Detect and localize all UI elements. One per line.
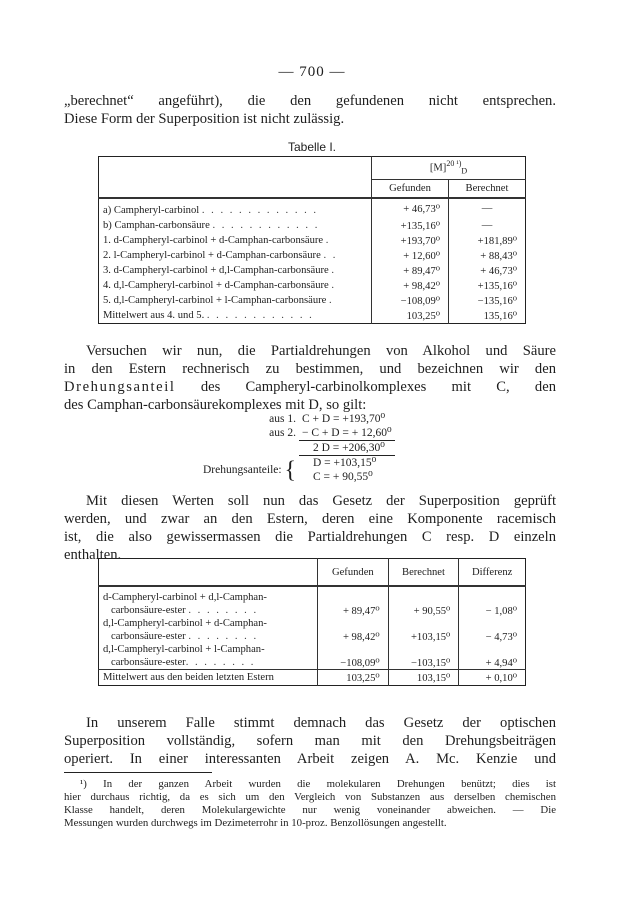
row-found: + 89,47⁰	[318, 586, 389, 617]
row-calc: 135,16⁰	[449, 308, 526, 324]
table1-mol-rotation-header	[372, 157, 526, 180]
para3-line-1: Mit diesen Werten soll nun das Gesetz der Superposition geprüft	[86, 493, 556, 509]
row-label-cont: carbonsäure-ester	[111, 631, 186, 642]
para4-line-2: Superposition vollständig, sofern man mit den Drehungsbeiträgen	[64, 733, 556, 749]
table1-header-m: [M]	[429, 162, 447, 174]
paragraph-4	[64, 714, 556, 768]
footnote-rule	[64, 772, 212, 773]
row-found: +193,70⁰	[372, 233, 449, 248]
row-calc: + 46,73⁰	[449, 263, 526, 278]
row-found: −108,09⁰	[372, 293, 449, 308]
row-calc: +103,15⁰	[388, 617, 459, 643]
calc-anteile	[200, 456, 299, 485]
table2-col-diff: Differenz	[459, 559, 526, 587]
row-diff: − 1,08⁰	[459, 586, 526, 617]
table-row: Mittelwert aus 4. und 5. . . . . . . . . . . . . 103,25⁰ 135,16⁰	[99, 308, 526, 324]
row-found: + 98,42⁰	[318, 617, 389, 643]
table2-header	[99, 559, 526, 587]
row-label: Mittelwert aus den beiden letzten Estern	[99, 670, 318, 686]
paragraph-3	[64, 492, 556, 564]
row-label: a) Campheryl-carbinol	[103, 205, 200, 216]
table-row: 5. d,l-Campheryl-carbinol + l-Camphan-carbonsäure . −108,09⁰ −135,16⁰	[99, 293, 526, 308]
row-calc: +181,89⁰	[449, 233, 526, 248]
table1-header-group	[99, 157, 526, 180]
row-found: 103,25⁰	[372, 308, 449, 324]
row-found: + 46,73⁰	[372, 198, 449, 218]
calc-expr-1: C + D = +193,70⁰	[301, 413, 386, 425]
row-label: b) Camphan-carbonsäure	[103, 220, 210, 231]
paragraph-2	[64, 342, 556, 414]
row-found: + 98,42⁰	[372, 278, 449, 293]
footnote-line-3: Klasse handelt, deren Molekulargewichte nur wenig voneinander abweichen. — Die	[64, 804, 556, 816]
table1-header-cols	[99, 179, 526, 198]
table-row: 3. d-Campheryl-carbinol + d,l-Camphan-carbonsäure . + 89,47⁰ + 46,73⁰	[99, 263, 526, 278]
para2-line-2: in den Estern rechnerisch zu bestimmen, und bezeichnen wir den	[64, 361, 556, 377]
row-calc: −135,16⁰	[449, 293, 526, 308]
row-label: 5. d,l-Campheryl-carbinol + l-Camphan-carbonsäure	[103, 295, 327, 306]
table1-caption: Tabelle I.	[287, 140, 337, 154]
row-found: +135,16⁰	[372, 218, 449, 233]
footnote-line-1: ¹) In der ganzen Arbeit wurden die molekularen Drehungen benützt; dies ist	[80, 778, 556, 790]
row-calc: −103,15⁰	[388, 643, 459, 670]
table2-col-calc: Berechnet	[388, 559, 459, 587]
table-row-mean	[99, 670, 526, 686]
row-label: 3. d-Campheryl-carbinol + d,l-Camphan-carbonsäure	[103, 265, 329, 276]
table-1	[98, 156, 526, 324]
table-row: d-Campheryl-carbinol + d,l-Camphan- carbonsäure-ester . . . . . . . . + 89,47⁰ + 90,55⁰ − 1,08⁰	[99, 586, 526, 617]
row-calc: + 90,55⁰	[388, 586, 459, 617]
calc-anteile-label: Drehungsanteile:	[203, 463, 282, 476]
calc-expr-3: 2 D = +206,30⁰	[299, 441, 395, 456]
row-found: + 12,60⁰	[372, 248, 449, 263]
row-calc: —	[449, 218, 526, 233]
table-row: d,l-Campheryl-carbinol + l-Camphan- carbonsäure-ester. . . . . . . . −108,09⁰ −103,15⁰ + 4,94⁰	[99, 643, 526, 670]
row-label: 1. d-Campheryl-carbinol + d-Camphan-carbonsäure	[103, 235, 324, 246]
intro-line-2: Diese Form der Superposition ist nicht zulässig.	[64, 111, 345, 127]
calc-expr-4: D = +103,15⁰	[312, 457, 377, 469]
page-number: — 700 —	[278, 64, 346, 80]
footnote-line-4: Messungen wurden durchwegs im Dezimeterrohr in 10-proz. Benzollösungen angestellt.	[64, 817, 447, 829]
table-row: 1. d-Campheryl-carbinol + d-Camphan-carbonsäure . +193,70⁰ +181,89⁰	[99, 233, 526, 248]
para2-line-1: Versuchen wir nun, die Partialdrehungen von Alkohol und Säure	[86, 343, 556, 359]
footnote-line-2: hier durchaus richtig, da es sich um den Vergleich von Substanzen aus derselben chemischen	[64, 791, 556, 803]
row-label: d-Campheryl-carbinol + d,l-Camphan-	[103, 592, 267, 603]
table-row: a) Campheryl-carbinol . . . . . . . . . . . . . + 46,73⁰ —	[99, 198, 526, 218]
row-label: d,l-Campheryl-carbinol + l-Camphan-	[103, 644, 265, 655]
calc-label-2: aus 2.	[269, 427, 296, 440]
para2-line-3-rest: des Campheryl-carbinolkomplexes mit C, den	[200, 379, 556, 395]
row-calc: + 88,43⁰	[449, 248, 526, 263]
row-diff: + 0,10⁰	[459, 670, 526, 686]
intro-line-1: „berechnet“ angeführt), die den gefundenen nicht entsprechen.	[64, 93, 556, 109]
row-label-cont: carbonsäure-ester	[111, 657, 186, 668]
row-found: 103,25⁰	[318, 670, 389, 686]
para4-line-1: In unserem Falle stimmt demnach das Gesetz der optischen	[86, 715, 556, 731]
para2-line-3	[64, 378, 556, 396]
para3-line-4: enthalten.	[64, 547, 122, 563]
table1-col-calc: Berechnet	[449, 179, 526, 198]
calc-expr-5: C = + 90,55⁰	[312, 471, 373, 483]
row-calc: —	[449, 198, 526, 218]
table1-header-sub: D	[461, 167, 468, 177]
calc-expr-2: − C + D = + 12,60⁰	[299, 426, 395, 441]
table-row: 2. l-Campheryl-carbinol + d-Camphan-carbonsäure . . + 12,60⁰ + 88,43⁰	[99, 248, 526, 263]
calc-label-1: aus 1.	[269, 413, 296, 425]
row-found: + 89,47⁰	[372, 263, 449, 278]
table-2	[98, 558, 526, 686]
row-label-cont: carbonsäure-ester	[111, 605, 186, 616]
row-label: Mittelwert aus 4. und 5.	[103, 310, 205, 321]
intro-paragraph	[64, 92, 556, 128]
para2-term: Drehungsanteil	[64, 379, 176, 395]
row-label: 2. l-Campheryl-carbinol + d-Camphan-carbonsäure	[103, 250, 321, 261]
brace: {	[284, 456, 296, 483]
para2-line-4: des Camphan-carbonsäurekomplexes mit D, so gilt:	[64, 397, 367, 413]
row-label: d,l-Campheryl-carbinol + d-Camphan-	[103, 618, 267, 629]
table-row: b) Camphan-carbonsäure . . . . . . . . . . . . +135,16⁰ —	[99, 218, 526, 233]
footnote	[64, 778, 556, 830]
para3-line-3: ist, die also gewissermassen die Partialdrehungen C resp. D einzeln	[64, 529, 556, 545]
calculation-block	[200, 412, 395, 484]
row-diff: − 4,73⁰	[459, 617, 526, 643]
para3-line-2: werden, und zwar an den Estern, deren eine Komponente racemisch	[64, 511, 556, 527]
para4-line-3: operiert. In einer interessanten Arbeit zeigen A. Mc. Kenzie und	[64, 751, 556, 767]
table2-col-found: Gefunden	[318, 559, 389, 587]
row-found: −108,09⁰	[318, 643, 389, 670]
row-calc: 103,15⁰	[388, 670, 459, 686]
table1-col-found: Gefunden	[372, 179, 449, 198]
row-calc: +135,16⁰	[449, 278, 526, 293]
table1-header-sup: 20 ¹)	[446, 159, 462, 169]
row-diff: + 4,94⁰	[459, 643, 526, 670]
row-label: 4. d,l-Campheryl-carbinol + d-Camphan-carbonsäure	[103, 280, 329, 291]
table-row: 4. d,l-Campheryl-carbinol + d-Camphan-carbonsäure . + 98,42⁰ +135,16⁰	[99, 278, 526, 293]
table-row: d,l-Campheryl-carbinol + d-Camphan- carbonsäure-ester . . . . . . . . + 98,42⁰ +103,15⁰ − 4,73⁰	[99, 617, 526, 643]
